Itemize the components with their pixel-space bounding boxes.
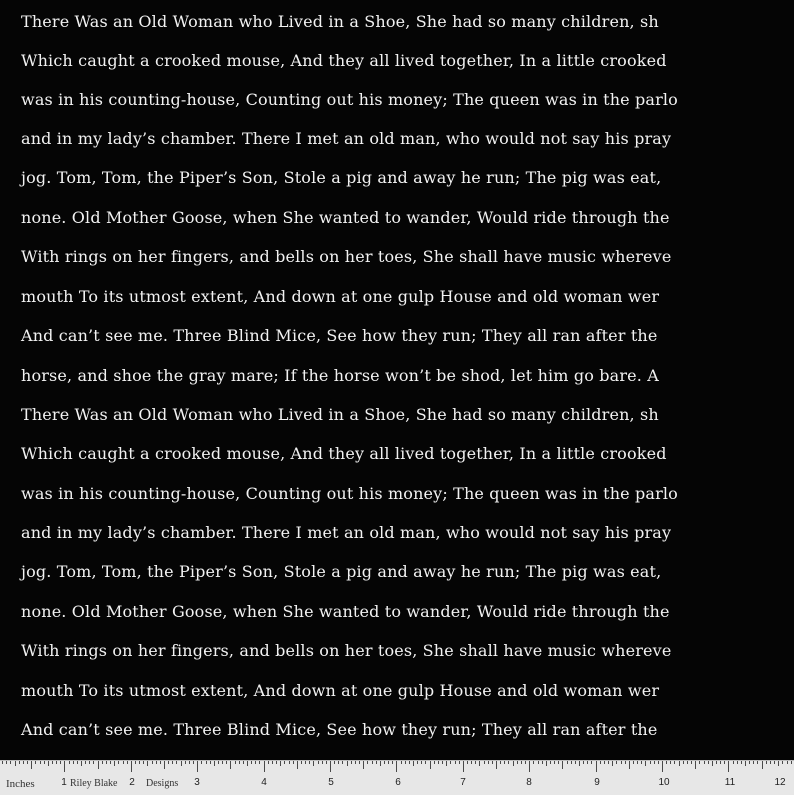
ruler-tick xyxy=(425,761,426,764)
fabric-text-line: none. Old Mother Goose, when She wanted to wander, Would ride through the xyxy=(21,602,670,621)
ruler-tick xyxy=(405,761,406,764)
ruler-tick xyxy=(334,761,335,764)
ruler-tick xyxy=(247,761,248,766)
fabric-text-line: and in my lady’s chamber. There I met an old man, who would not say his pray xyxy=(21,523,672,542)
ruler-tick xyxy=(19,761,20,764)
ruler-tick xyxy=(766,761,767,764)
ruler-tick xyxy=(69,761,70,764)
ruler-brand-label: Riley Blake xyxy=(70,778,118,789)
ruler-tick xyxy=(172,761,173,764)
ruler-tick xyxy=(745,761,746,766)
ruler-tick xyxy=(235,761,236,764)
fabric-text-line: With rings on her fingers, and bells on her toes, She shall have music whereve xyxy=(21,247,672,266)
ruler-tick xyxy=(239,761,240,764)
ruler-tick xyxy=(467,761,468,764)
ruler-tick xyxy=(181,761,182,766)
ruler-tick xyxy=(201,761,202,764)
fabric-text-line: And can’t see me. Three Blind Mice, See how they run; They all ran after the xyxy=(21,326,658,345)
fabric-text-line: was in his counting-house, Counting out his money; The queen was in the parlo xyxy=(21,484,678,503)
ruler-number: 11 xyxy=(724,777,736,788)
ruler-tick xyxy=(782,761,783,764)
ruler-tick xyxy=(704,761,705,764)
fabric-text-line: horse, and shoe the gray mare; If the horse won’t be shod, let him go bare. A xyxy=(21,366,659,385)
ruler-tick xyxy=(442,761,443,764)
ruler-tick xyxy=(367,761,368,764)
ruler-tick xyxy=(450,761,451,764)
ruler-tick xyxy=(218,761,219,764)
ruler-tick xyxy=(289,761,290,764)
ruler-tick xyxy=(737,761,738,764)
ruler-tick xyxy=(741,761,742,764)
ruler-tick xyxy=(388,761,389,764)
ruler-number: 4 xyxy=(261,777,267,788)
ruler-tick xyxy=(342,761,343,764)
ruler-tick xyxy=(500,761,501,764)
ruler-tick xyxy=(778,761,779,766)
ruler-tick xyxy=(513,761,514,766)
ruler-tick xyxy=(463,761,464,772)
ruler-tick xyxy=(567,761,568,764)
ruler-tick xyxy=(168,761,169,764)
ruler-tick xyxy=(762,761,763,769)
ruler-tick xyxy=(251,761,252,764)
ruler-tick xyxy=(85,761,86,764)
ruler-tick xyxy=(106,761,107,764)
ruler-tick xyxy=(309,761,310,764)
ruler-tick xyxy=(728,761,729,772)
ruler-number: 12 xyxy=(774,777,786,788)
ruler-tick xyxy=(720,761,721,764)
ruler-tick xyxy=(575,761,576,764)
ruler-tick xyxy=(413,761,414,766)
ruler-tick xyxy=(650,761,651,764)
ruler-tick xyxy=(98,761,99,769)
ruler-tick xyxy=(542,761,543,764)
ruler-tick xyxy=(488,761,489,764)
ruler-number: 10 xyxy=(658,777,670,788)
ruler-tick xyxy=(44,761,45,764)
ruler-tick xyxy=(492,761,493,764)
ruler-tick xyxy=(550,761,551,764)
ruler-tick xyxy=(558,761,559,764)
ruler-tick xyxy=(438,761,439,764)
ruler-tick xyxy=(392,761,393,764)
fabric-text-line: Which caught a crooked mouse, And they all lived together, In a little crooked xyxy=(21,444,667,463)
ruler-tick xyxy=(152,761,153,764)
ruler-tick xyxy=(434,761,435,764)
ruler-tick xyxy=(35,761,36,764)
ruler-tick xyxy=(479,761,480,766)
ruler-tick xyxy=(255,761,256,764)
ruler-tick xyxy=(641,761,642,764)
ruler-tick xyxy=(102,761,103,764)
ruler-tick xyxy=(127,761,128,764)
ruler-tick xyxy=(608,761,609,764)
ruler-tick xyxy=(749,761,750,764)
ruler-tick xyxy=(210,761,211,764)
ruler-unit-label: Inches xyxy=(6,778,35,790)
ruler-tick xyxy=(23,761,24,764)
ruler-tick xyxy=(579,761,580,766)
ruler-tick xyxy=(93,761,94,764)
ruler-tick xyxy=(612,761,613,766)
ruler-tick xyxy=(118,761,119,764)
ruler-number: 2 xyxy=(129,777,135,788)
ruler-tick xyxy=(529,761,530,772)
ruler-number: 9 xyxy=(594,777,600,788)
ruler-tick xyxy=(73,761,74,764)
ruler-tick xyxy=(708,761,709,764)
ruler-tick xyxy=(272,761,273,764)
ruler-tick xyxy=(143,761,144,764)
ruler-tick xyxy=(384,761,385,764)
fabric-text-line: and in my lady’s chamber. There I met an old man, who would not say his pray xyxy=(21,129,672,148)
ruler-tick xyxy=(48,761,49,766)
ruler-tick xyxy=(658,761,659,764)
ruler-tick xyxy=(197,761,198,772)
ruler-tick xyxy=(284,761,285,764)
ruler-tick xyxy=(471,761,472,764)
ruler-tick xyxy=(89,761,90,764)
ruler-tick xyxy=(359,761,360,764)
ruler-number: 3 xyxy=(194,777,200,788)
ruler-tick xyxy=(313,761,314,766)
ruler-tick xyxy=(733,761,734,764)
ruler-tick xyxy=(504,761,505,764)
ruler-tick xyxy=(330,761,331,772)
ruler-tick xyxy=(421,761,422,764)
ruler-tick xyxy=(538,761,539,764)
ruler-tick xyxy=(305,761,306,764)
ruler-tick xyxy=(31,761,32,769)
ruler-tick xyxy=(616,761,617,764)
ruler-tick xyxy=(525,761,526,764)
ruler-tick xyxy=(691,761,692,764)
ruler-tick xyxy=(123,761,124,764)
ruler-tick xyxy=(662,761,663,772)
ruler-tick xyxy=(338,761,339,764)
fabric-text-line: And can’t see me. Three Blind Mice, See how they run; They all ran after the xyxy=(21,720,658,739)
ruler-number: 1 xyxy=(61,777,67,788)
ruler-tick xyxy=(724,761,725,764)
fabric-text-line: With rings on her fingers, and bells on her toes, She shall have music whereve xyxy=(21,641,672,660)
ruler-tick xyxy=(699,761,700,764)
ruler-tick xyxy=(347,761,348,766)
ruler-tick xyxy=(587,761,588,764)
ruler-tick xyxy=(508,761,509,764)
ruler-number: 8 xyxy=(526,777,532,788)
ruler-tick xyxy=(496,761,497,769)
fabric-text-line: jog. Tom, Tom, the Piper’s Son, Stole a pig and away he run; The pig was eat, xyxy=(21,168,662,187)
ruler-tick xyxy=(687,761,688,764)
ruler-tick xyxy=(446,761,447,766)
ruler-tick xyxy=(293,761,294,764)
ruler-tick xyxy=(554,761,555,764)
ruler-tick xyxy=(193,761,194,764)
ruler-designs-label: Designs xyxy=(146,778,179,789)
ruler-tick xyxy=(695,761,696,769)
ruler-tick xyxy=(268,761,269,764)
ruler-tick xyxy=(10,761,11,764)
ruler-tick xyxy=(176,761,177,764)
ruler-tick xyxy=(222,761,223,764)
ruler-tick xyxy=(64,761,65,772)
ruler-tick xyxy=(679,761,680,766)
ruler-tick xyxy=(683,761,684,764)
ruler-tick xyxy=(110,761,111,764)
ruler-tick xyxy=(164,761,165,769)
ruler-tick xyxy=(230,761,231,769)
ruler-tick xyxy=(600,761,601,764)
ruler-tick xyxy=(633,761,634,764)
ruler-tick xyxy=(517,761,518,764)
ruler-tick xyxy=(533,761,534,764)
fabric-text-line: mouth To its utmost extent, And down at one gulp House and old woman wer xyxy=(21,681,660,700)
ruler-tick xyxy=(52,761,53,764)
fabric-text-line: jog. Tom, Tom, the Piper’s Son, Stole a pig and away he run; The pig was eat, xyxy=(21,562,662,581)
ruler-tick xyxy=(156,761,157,764)
ruler-tick xyxy=(521,761,522,764)
ruler-tick xyxy=(189,761,190,764)
ruler-tick xyxy=(276,761,277,764)
ruler-tick xyxy=(629,761,630,769)
fabric-text-line: Which caught a crooked mouse, And they all lived together, In a little crooked xyxy=(21,51,667,70)
ruler-tick xyxy=(226,761,227,764)
ruler-tick xyxy=(60,761,61,764)
ruler-tick xyxy=(546,761,547,766)
ruler-tick xyxy=(355,761,356,764)
ruler-tick xyxy=(27,761,28,764)
ruler-tick xyxy=(484,761,485,764)
ruler-number: 6 xyxy=(395,777,401,788)
inch-ruler xyxy=(0,760,794,795)
ruler-tick xyxy=(2,761,3,764)
ruler-tick xyxy=(621,761,622,764)
ruler-tick xyxy=(372,761,373,764)
ruler-tick xyxy=(562,761,563,769)
ruler-tick xyxy=(185,761,186,764)
ruler-tick xyxy=(770,761,771,764)
ruler-tick xyxy=(637,761,638,764)
ruler-tick xyxy=(160,761,161,764)
ruler-tick xyxy=(214,761,215,766)
ruler-tick xyxy=(114,761,115,766)
ruler-tick xyxy=(674,761,675,764)
fabric-text-line: none. Old Mother Goose, when She wanted to wander, Would ride through the xyxy=(21,208,670,227)
ruler-tick xyxy=(77,761,78,764)
ruler-tick xyxy=(430,761,431,769)
fabric-text-line: There Was an Old Woman who Lived in a Shoe, She had so many children, sh xyxy=(21,12,659,31)
ruler-tick xyxy=(753,761,754,764)
ruler-tick xyxy=(666,761,667,764)
ruler-tick xyxy=(455,761,456,764)
fabric-text-line: was in his counting-house, Counting out his money; The queen was in the parlo xyxy=(21,90,678,109)
ruler-tick xyxy=(135,761,136,764)
ruler-tick xyxy=(326,761,327,764)
ruler-tick xyxy=(712,761,713,766)
ruler-tick xyxy=(15,761,16,766)
ruler-tick xyxy=(280,761,281,766)
ruler-tick xyxy=(475,761,476,764)
ruler-tick xyxy=(206,761,207,764)
ruler-tick xyxy=(376,761,377,764)
ruler-tick xyxy=(363,761,364,769)
ruler-tick xyxy=(596,761,597,772)
ruler-tick xyxy=(401,761,402,764)
ruler-tick xyxy=(6,761,7,764)
ruler-tick xyxy=(147,761,148,766)
ruler-tick xyxy=(396,761,397,772)
ruler-tick xyxy=(264,761,265,772)
ruler-tick xyxy=(131,761,132,772)
ruler-tick xyxy=(351,761,352,764)
ruler-tick xyxy=(716,761,717,764)
ruler-tick xyxy=(297,761,298,769)
ruler-tick xyxy=(791,761,792,764)
ruler-tick xyxy=(645,761,646,766)
fabric-text-line: There Was an Old Woman who Lived in a Shoe, She had so many children, sh xyxy=(21,405,659,424)
ruler-tick xyxy=(591,761,592,764)
ruler-tick xyxy=(243,761,244,764)
ruler-tick xyxy=(259,761,260,764)
ruler-number: 5 xyxy=(328,777,334,788)
ruler-tick xyxy=(571,761,572,764)
ruler-tick xyxy=(670,761,671,764)
ruler-tick xyxy=(380,761,381,766)
ruler-tick xyxy=(56,761,57,764)
ruler-tick xyxy=(774,761,775,764)
ruler-tick xyxy=(301,761,302,764)
ruler-tick xyxy=(654,761,655,764)
ruler-tick xyxy=(625,761,626,764)
ruler-tick xyxy=(40,761,41,764)
ruler-tick xyxy=(459,761,460,764)
ruler-tick xyxy=(322,761,323,764)
ruler-tick xyxy=(409,761,410,764)
ruler-tick xyxy=(757,761,758,764)
ruler-tick xyxy=(139,761,140,764)
ruler-tick xyxy=(583,761,584,764)
ruler-tick xyxy=(604,761,605,764)
ruler-number: 7 xyxy=(460,777,466,788)
ruler-tick xyxy=(318,761,319,764)
ruler-tick xyxy=(81,761,82,766)
fabric-text-line: mouth To its utmost extent, And down at one gulp House and old woman wer xyxy=(21,287,660,306)
ruler-tick xyxy=(417,761,418,764)
ruler-tick xyxy=(787,761,788,764)
